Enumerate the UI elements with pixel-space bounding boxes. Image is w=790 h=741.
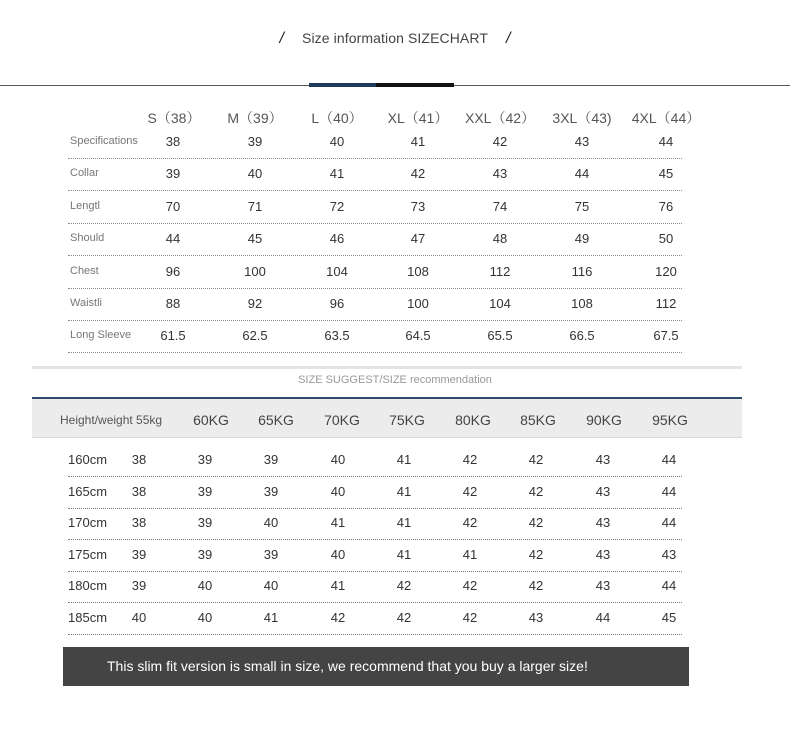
recommended-size: 42 [396, 578, 412, 594]
title-slash-left: / [279, 30, 285, 47]
measurement-value: 39 [247, 134, 263, 149]
recommended-size: 42 [396, 610, 412, 625]
measurement-value: 66.5 [569, 328, 595, 344]
measurement-value: 39 [165, 166, 181, 182]
measurement-label: Lengtl [70, 199, 100, 212]
height-label: 185cm [68, 610, 108, 625]
measurement-value: 104 [326, 263, 348, 279]
measurement-value: 41 [329, 166, 345, 182]
recommended-size: 42 [462, 578, 478, 594]
measurement-value: 75 [574, 198, 590, 214]
recommended-size: 43 [661, 546, 677, 562]
measurement-value: 112 [489, 263, 511, 279]
recommended-size: 39 [197, 515, 213, 531]
recommended-size: 43 [595, 578, 611, 594]
size-chart-row [68, 223, 682, 256]
size-chart-row [68, 126, 682, 159]
recommended-size: 40 [330, 546, 346, 562]
recommended-size: 40 [197, 610, 213, 625]
recommended-size: 44 [661, 483, 677, 499]
height-label: 175cm [68, 546, 108, 562]
section-separator [32, 366, 742, 369]
measurement-value: 116 [571, 263, 593, 279]
measurement-value: 43 [492, 166, 508, 182]
measurement-value: 63.5 [324, 328, 350, 344]
header-accent-black [376, 83, 454, 87]
recommended-size: 42 [528, 452, 544, 467]
measurement-value: 92 [247, 296, 263, 311]
measurement-label: Long Sleeve [70, 329, 132, 342]
recommended-size: 42 [462, 452, 478, 467]
weight-header-cell: 60KG [193, 412, 229, 428]
measurement-value: 46 [329, 231, 345, 247]
recommended-size: 44 [661, 515, 677, 531]
measurement-value: 41 [410, 134, 426, 149]
measurement-value: 120 [655, 263, 677, 279]
recommended-size: 42 [462, 483, 478, 499]
recommended-size: 40 [131, 610, 147, 625]
measurement-value: 38 [165, 134, 181, 149]
notice-text: This slim fit version is small in size, we recommend that you buy a larger size! [107, 658, 588, 674]
height-label: 160cm [68, 452, 108, 467]
height-label: 180cm [68, 578, 108, 594]
measurement-value: 67.5 [653, 328, 679, 344]
measurement-value: 43 [574, 134, 590, 149]
weight-header-cell: 85KG [520, 412, 556, 428]
size-chart-row [68, 320, 682, 353]
recommended-size: 39 [263, 452, 279, 467]
recommended-size: 42 [528, 546, 544, 562]
recommended-size: 43 [595, 546, 611, 562]
size-chart-row [68, 256, 682, 289]
recommended-size: 42 [528, 515, 544, 531]
recommended-size: 44 [595, 610, 611, 625]
recommended-size: 40 [330, 452, 346, 467]
measurement-value: 96 [165, 263, 181, 279]
recommendation-row [68, 508, 682, 540]
measurement-value: 44 [658, 134, 674, 149]
recommendation-row [68, 540, 682, 572]
weight-header-cell: 70KG [324, 412, 360, 428]
weight-header-cell: 95KG [652, 412, 688, 428]
weight-header-cell: 75KG [389, 412, 425, 428]
measurement-label: Should [70, 232, 105, 245]
recommended-size: 44 [661, 578, 677, 594]
recommended-size: 40 [197, 578, 213, 594]
measurement-value: 74 [492, 198, 508, 214]
recommendation-row [68, 477, 682, 509]
recommended-size: 42 [462, 515, 478, 531]
recommended-size: 39 [263, 546, 279, 562]
recommended-size: 41 [396, 546, 412, 562]
measurement-value: 40 [247, 166, 263, 182]
recommended-size: 42 [528, 483, 544, 499]
weight-header-cell: 80KG [455, 412, 491, 428]
recommended-size: 41 [396, 515, 412, 531]
size-chart-row [68, 158, 682, 191]
measurement-label: Collar [70, 167, 99, 180]
recommended-size: 43 [595, 483, 611, 499]
recommendation-row [68, 571, 682, 603]
size-header-cell: M（39） [227, 110, 283, 126]
recommended-size: 39 [197, 546, 213, 562]
recommended-size: 45 [661, 610, 677, 625]
height-label: 170cm [68, 515, 108, 531]
measurement-label: Specifications [70, 135, 138, 147]
measurement-value: 100 [244, 263, 266, 279]
size-header-cell: XXL（42） [464, 110, 536, 126]
recommended-size: 38 [131, 483, 147, 499]
measurement-value: 73 [410, 198, 426, 214]
measurement-value: 45 [247, 231, 263, 247]
size-header-cell: 4XL（44） [631, 110, 701, 126]
measurement-value: 108 [571, 296, 593, 311]
measurement-value: 64.5 [405, 328, 431, 344]
measurement-value: 88 [165, 296, 181, 311]
measurement-value: 40 [329, 134, 345, 149]
measurement-value: 65.5 [487, 328, 513, 344]
recommended-size: 41 [396, 483, 412, 499]
recommended-size: 41 [330, 515, 346, 531]
recommended-size: 40 [263, 515, 279, 531]
measurement-label: Chest [70, 264, 99, 277]
recommended-size: 43 [595, 515, 611, 531]
recommended-size: 39 [197, 452, 213, 467]
recommended-size: 42 [330, 610, 346, 625]
measurement-value: 71 [247, 198, 263, 214]
height-label: 165cm [68, 483, 108, 499]
recommended-size: 44 [661, 452, 677, 467]
measurement-value: 112 [655, 296, 677, 311]
size-chart-row [68, 191, 682, 224]
size-header-row [0, 108, 790, 128]
size-header-cell: 3XL（43) [552, 110, 612, 126]
notice-banner [63, 647, 689, 686]
measurement-label: Waistli [70, 297, 102, 309]
title-text: Size information SIZECHART [302, 30, 488, 46]
page-title [0, 30, 790, 48]
recommended-size: 39 [131, 578, 147, 594]
measurement-value: 108 [407, 263, 429, 279]
measurement-value: 61.5 [160, 328, 186, 344]
recommended-size: 39 [131, 546, 147, 562]
measurement-value: 42 [410, 166, 426, 182]
recommended-size: 41 [263, 610, 279, 625]
size-header-cell: L（40） [311, 110, 363, 126]
measurement-value: 62.5 [242, 328, 268, 344]
size-header-cell: S（38） [147, 110, 201, 126]
size-suggest-title: SIZE SUGGEST/SIZE recommendation [298, 374, 492, 386]
header-accent-blue [309, 83, 376, 87]
size-header-cell: XL（41） [387, 110, 449, 126]
recommended-size: 40 [330, 483, 346, 499]
measurement-value: 45 [658, 166, 674, 182]
measurement-value: 72 [329, 198, 345, 214]
recommended-size: 43 [595, 452, 611, 467]
measurement-value: 100 [407, 296, 429, 311]
measurement-value: 50 [658, 231, 674, 247]
recommended-size: 41 [330, 578, 346, 594]
suggest-header-row [32, 399, 742, 438]
measurement-value: 70 [165, 198, 181, 214]
recommended-size: 41 [462, 546, 478, 562]
title-slash-right: / [505, 30, 511, 47]
measurement-value: 76 [658, 198, 674, 214]
recommended-size: 39 [197, 483, 213, 499]
recommended-size: 42 [462, 610, 478, 625]
recommended-size: 38 [131, 515, 147, 531]
recommended-size: 41 [396, 452, 412, 467]
recommended-size: 42 [528, 578, 544, 594]
height-weight-header: Height/weight 55kg [60, 413, 163, 427]
measurement-value: 104 [489, 296, 511, 311]
recommendation-row [68, 445, 682, 477]
measurement-value: 47 [410, 231, 426, 247]
recommended-size: 43 [528, 610, 544, 625]
recommended-size: 40 [263, 578, 279, 594]
weight-header-cell: 65KG [258, 412, 294, 428]
measurement-value: 48 [492, 231, 508, 247]
measurement-value: 44 [165, 231, 181, 247]
measurement-value: 49 [574, 231, 590, 247]
measurement-value: 96 [329, 296, 345, 311]
measurement-value: 42 [492, 134, 508, 149]
recommendation-row [68, 603, 682, 635]
recommended-size: 39 [263, 483, 279, 499]
size-chart-row [68, 288, 682, 321]
recommended-size: 38 [131, 452, 147, 467]
weight-header-cell: 90KG [586, 412, 622, 428]
measurement-value: 44 [574, 166, 590, 182]
